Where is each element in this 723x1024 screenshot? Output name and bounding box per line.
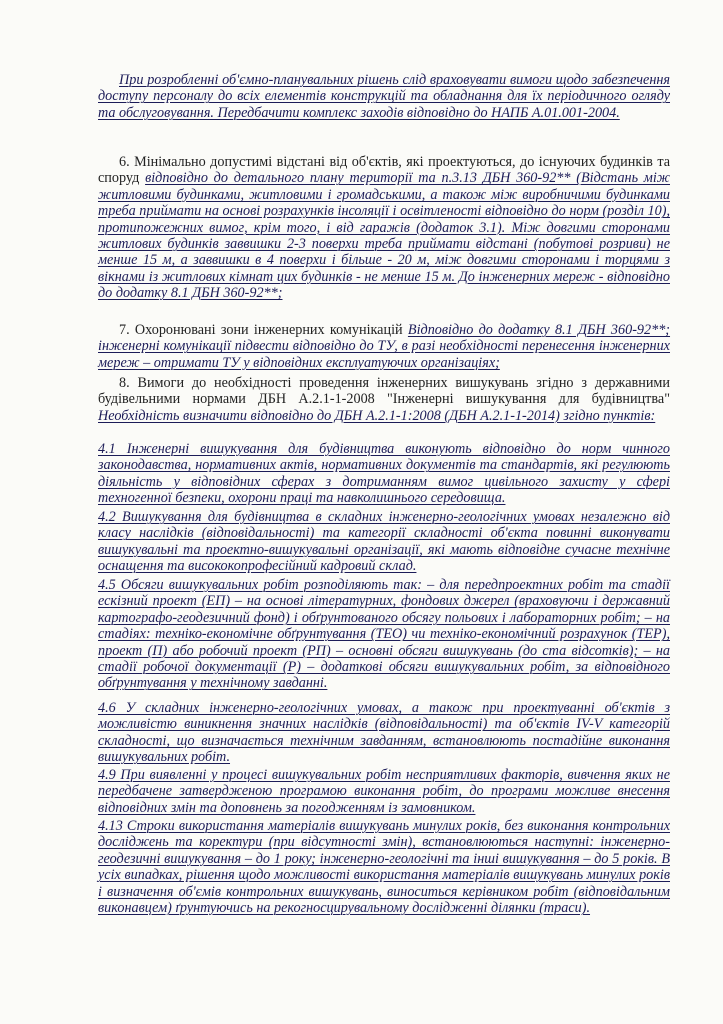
item-6-handwritten-text: відповідно до детального плану території та п.3.13 ДБН 360-92** (Відстань між житловими будинками, житловими і громадськими, а також між виробничими будинками треба приймати на основі розрахунків інсоляції і освітленості відповідно до норм (розділ 10), протипожежних вимог, крім того, і від гаражів (додаток 3.1). Між довгими сторонами житлових будинків заввишки 2-3 поверхи треба приймати відстані (побутові розриви) не менше 15 м, а заввишки в 4 поверхи і більше - 20 м, між довгими сторонами і торцями з вікнами із житлових кімнат цих будинків - не менше 15 м. До інженерних мереж - відповідно до додатку 8.1 ДБН 360-92**; <box>98 170 670 302</box>
item-7-label: 7. Охоронювані зони інженерних комунікацій <box>119 322 403 338</box>
item-6-label: 6. Мінімально допустимі відстані від об'єктів, які проектуються, до існуючих будинків та споруд <box>98 154 670 187</box>
clause-4-6 <box>98 700 670 766</box>
clause-4-5-text: 4.5 Обсяги вишукувальних робіт розподіляють так: – для передпроектних робіт та стадії ескізний проект (ЕП) – на основі літературних, фондових джерел (враховуючи і державний картографо-геодезичний фонд) і обґрунтованого обсягу польових і лабораторних робіт; – на стадіях: техніко-економічне обґрунтування (ТЕО) чи техніко-економічний розрахунок (ТЕР), проект (П) або робочий проект (РП) – основні обсяги вишукувань (до ста відсотків); – на стадії робочої документації (Р) – додаткові обсяги вишукувальних робіт, за відповідного обґрунтування у технічному завданні. <box>98 577 670 692</box>
item-7-handwritten-text: Відповідно до додатку 8.1 ДБН 360-92**; інженерні комунікації підвести відповідно до ТУ, в разі необхідності перенесення інженерних мереж – отримати ТУ у відповідних експлуатуючих організаціях; <box>98 322 671 371</box>
clause-4-2-text: 4.2 Вишукування для будівництва в складних інженерно-геологічних умовах незалежно від класу наслідків (відповідальності) та категорії складності об'єкта повинні виконувати вишукувальні та проектно-вишукувальні організації, які мають відповідне сучасне технічне оснащення та висококопрофесійний кадровий склад. <box>98 509 670 575</box>
clause-4-6-text: 4.6 У складних інженерно-геологічних умовах, а також при проектуванні об'єктів з можливістю виникнення значних наслідків (відповідальності) та об'єктів IV-V категорій складності, що визначається технічним завданням, встановлюють постадійне виконання вишукувальних робіт. <box>98 700 670 766</box>
clause-4-2 <box>98 509 670 575</box>
clause-4-13-text: 4.13 Строки використання матеріалів вишукувань минулих років, без виконання контрольних досліджень та коректури (при відсутності змін), встановлюються наступні: інженерно-геодезичні вишукування – до 1 року; інженерно-геологічні та інші вишукування – до 5 років. В усіх випадках, рішення щодо можливості використання матеріалів вишукувань минулих років і визначення об'ємів контрольних вишукувань, виноситься керівником робіт (відповідальним виконавцем) ґрунтуючись на рекогносцирувальному дослідженні ділянки (траси). <box>98 818 670 917</box>
item-8-label: 8. Вимоги до необхідності проведення інженерних вишукувань згідно з державними будівельними нормами ДБН А.2.1-1-2008 "Інженерні вишукування для будівництва" <box>98 375 670 408</box>
clause-4-5 <box>98 577 670 692</box>
item-7-paragraph <box>98 322 670 371</box>
clause-4-9 <box>98 767 670 816</box>
intro-paragraph <box>98 72 670 121</box>
item-6-paragraph <box>98 154 670 302</box>
item-8-paragraph <box>98 375 670 424</box>
intro-handwritten-text: При розробленні об'ємно-планувальних рішень слід враховувати вимоги щодо забезпечення доступу персоналу до всіх елементів конструкцій та обладнання для їх періодичного огляду та обслуговування. Передбачити комплекс заходів відповідно до НАПБ А.01.001-2004. <box>98 72 670 121</box>
clause-4-9-text: 4.9 При виявленні у процесі вишукувальних робіт несприятливих факторів, вивчення яких не передбачене затвердженою програмою виконання робіт, до програми можливе внесення відповідних змін та доповнень за погодженням із замовником. <box>98 767 670 816</box>
clause-4-1 <box>98 441 670 507</box>
clause-4-1-text: 4.1 Інженерні вишукування для будівництва виконують відповідно до норм чинного законодавства, нормативних актів, нормативних документів та стандартів, які регулюють діяльність у відповідних сферах з дотриманням вимог цивільного захисту у сфері техногенної безпеки, охорони праці та навколишнього середовища. <box>98 441 670 507</box>
item-8-handwritten-text: Необхідність визначити відповідно до ДБН А.2.1-1:2008 (ДБН А.2.1-1-2014) згідно пунктів: <box>98 407 656 424</box>
clause-4-13 <box>98 818 670 916</box>
